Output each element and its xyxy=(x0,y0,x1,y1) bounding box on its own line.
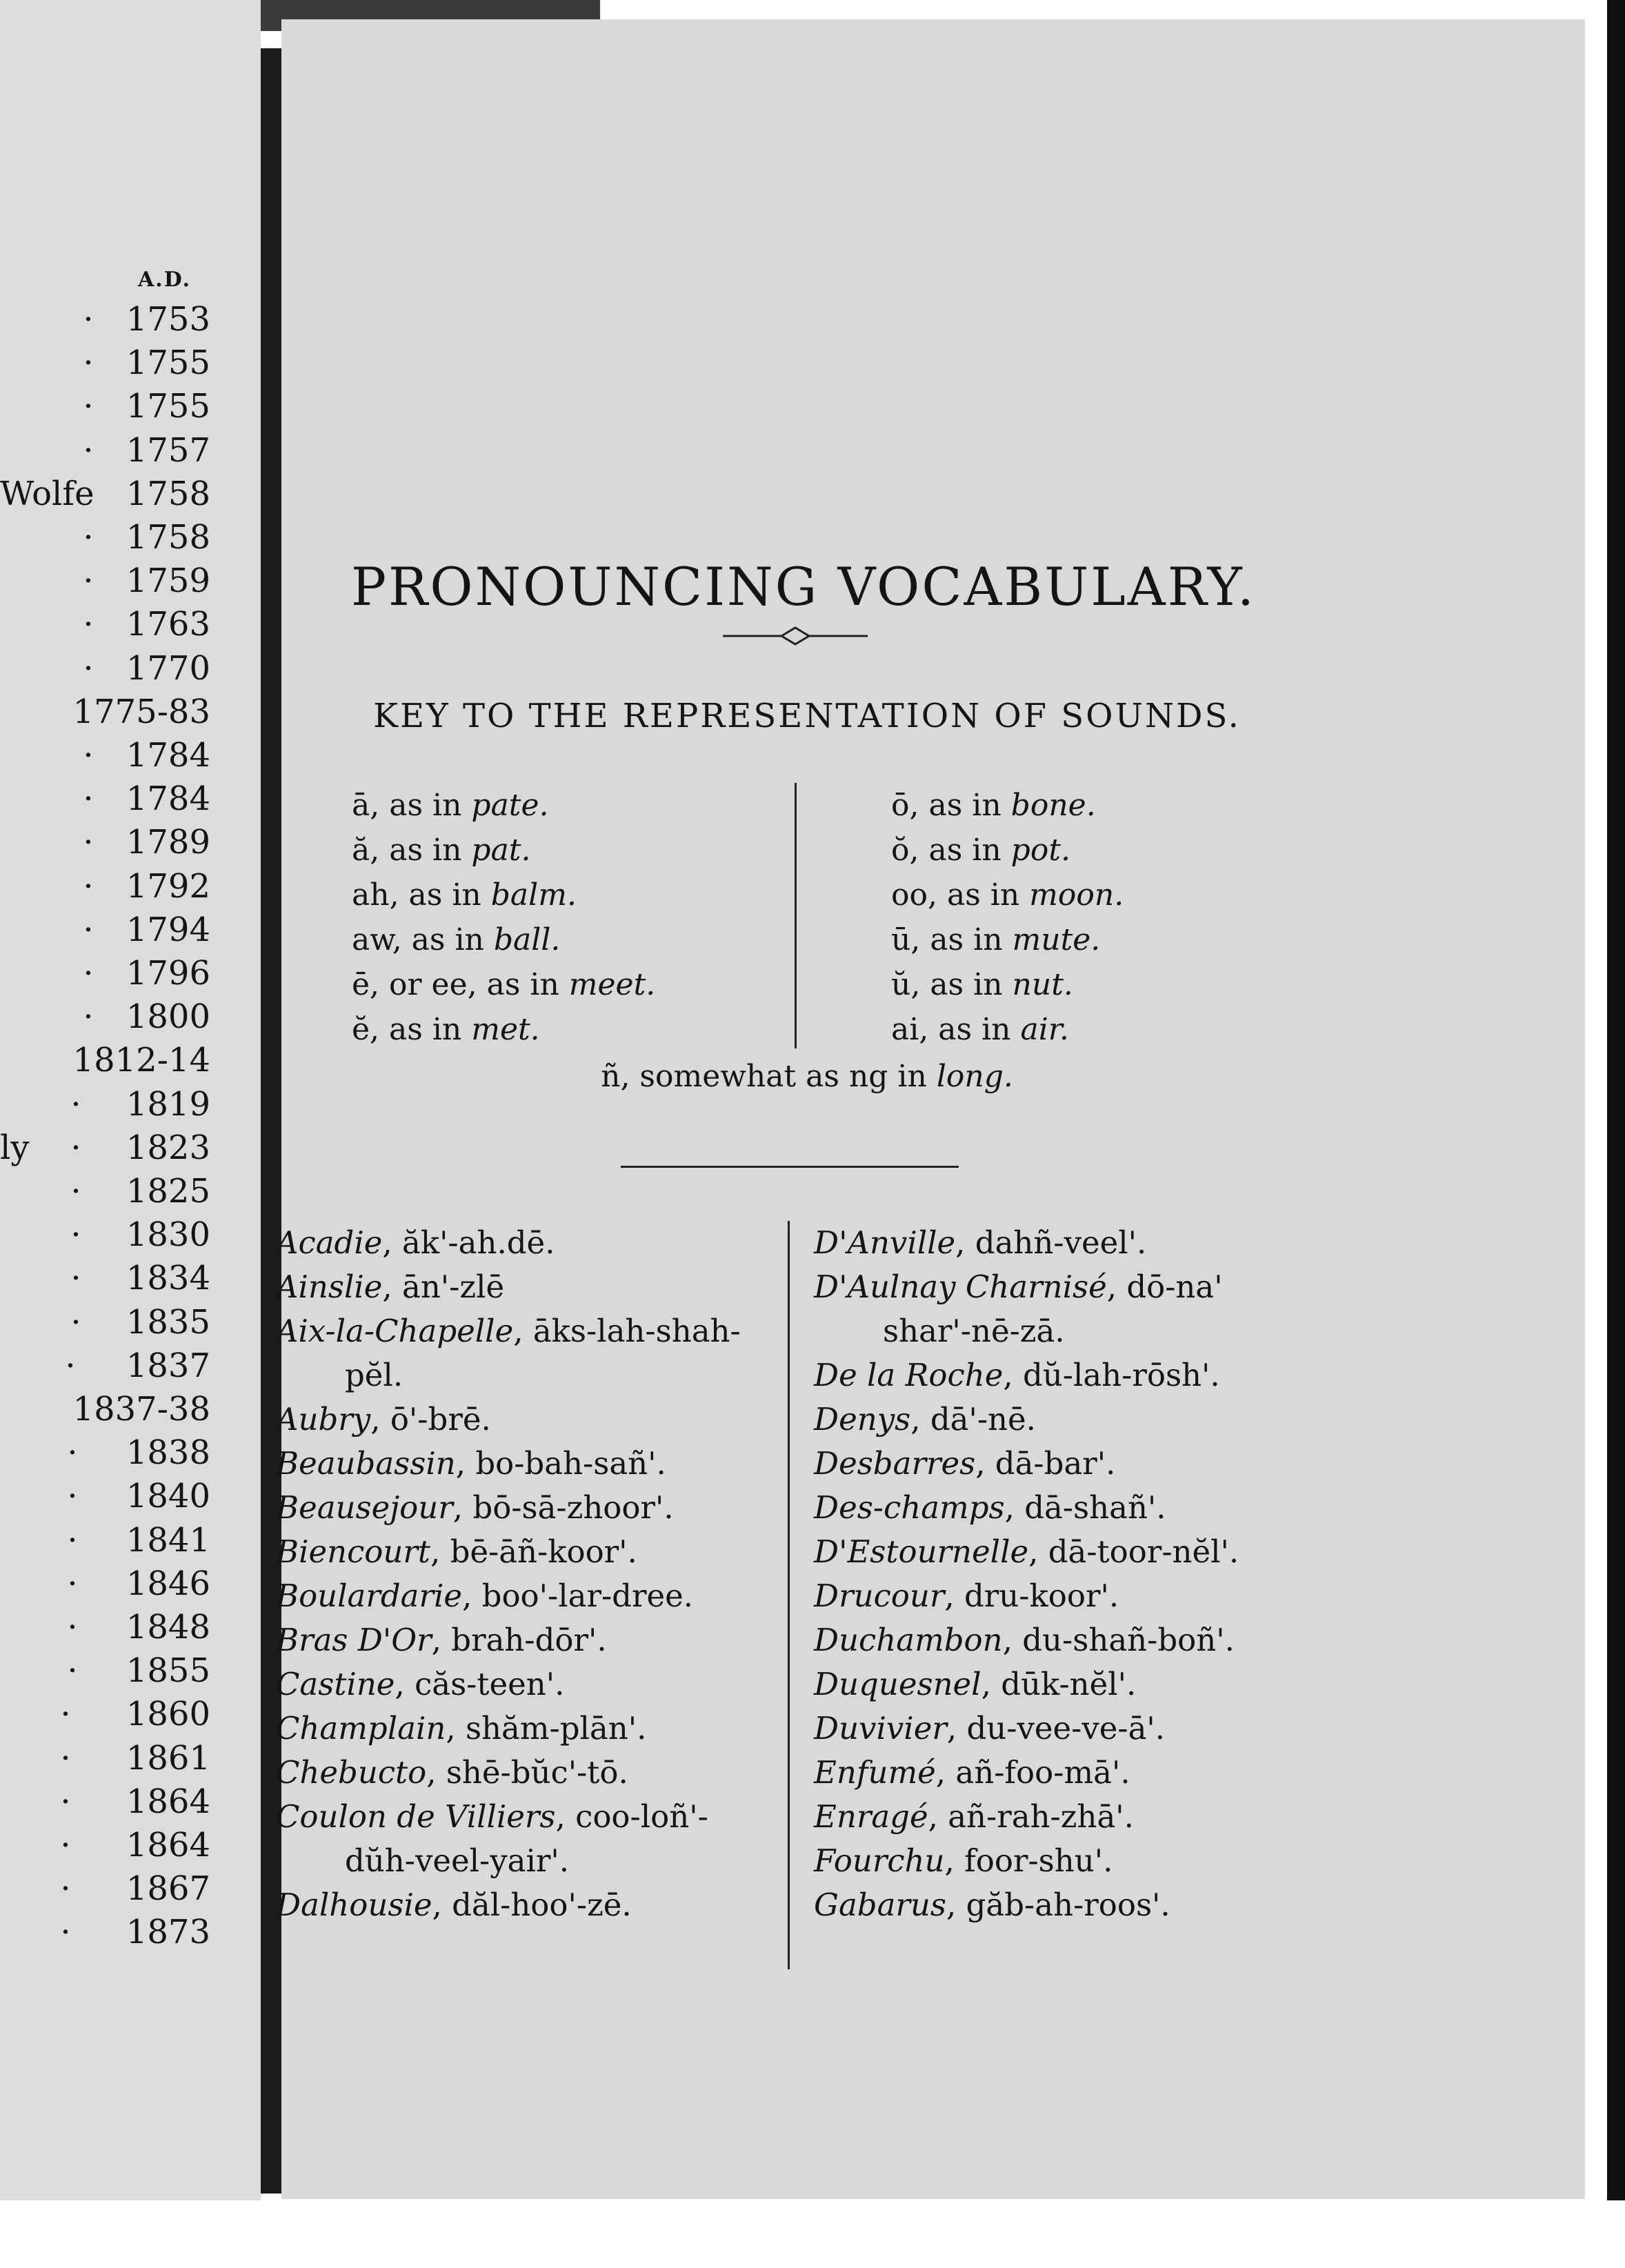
key-text: , as in xyxy=(370,788,472,823)
date-year: 1837 xyxy=(126,1346,210,1385)
leader-dot: · xyxy=(60,1738,71,1778)
key-text: , as in xyxy=(927,877,1030,913)
leader-dot: · xyxy=(67,1520,78,1560)
leader-dot: · xyxy=(83,736,94,775)
vocab-entry xyxy=(276,1309,772,1397)
date-row xyxy=(0,865,210,908)
date-row xyxy=(0,821,210,864)
date-row xyxy=(0,1301,210,1344)
vocab-separator: , xyxy=(555,1798,576,1835)
vocab-entry xyxy=(814,1486,1310,1530)
vocab-separator: , xyxy=(944,1842,965,1879)
vocab-pronunciation: añ-rah-zhā'. xyxy=(948,1798,1134,1835)
date-row xyxy=(0,1344,210,1387)
vocab-term: Enfumé xyxy=(814,1754,936,1791)
leader-dot: · xyxy=(70,1259,81,1298)
vocab-separator: , xyxy=(455,1445,476,1482)
vocab-separator: , xyxy=(975,1445,995,1482)
leader-dot: · xyxy=(60,1913,71,1952)
date-row xyxy=(0,341,210,384)
date-row xyxy=(0,298,210,341)
vocab-pronunciation: găb-ah-roos'. xyxy=(966,1887,1170,1923)
vocab-term: Duquesnel xyxy=(814,1666,981,1702)
date-year: 1758 xyxy=(126,474,210,513)
date-row xyxy=(0,603,210,646)
vocab-entry xyxy=(276,1486,772,1530)
leader-dot: · xyxy=(83,779,94,819)
vocab-entry xyxy=(276,1265,772,1309)
key-item xyxy=(352,917,655,962)
date-row xyxy=(0,1519,210,1562)
vocab-separator: , xyxy=(382,1269,402,1305)
vocab-separator: , xyxy=(446,1710,466,1747)
key-sound: ō xyxy=(891,788,910,823)
vocab-entry xyxy=(276,1662,772,1707)
key-note-sound: ñ xyxy=(601,1059,621,1094)
key-text: , or ee, as in xyxy=(370,967,569,1002)
leader-dot: · xyxy=(83,518,94,557)
vocab-pronunciation: brah-dōr'. xyxy=(451,1622,607,1658)
vocab-pronunciation: căs-teen'. xyxy=(415,1666,565,1702)
leader-dot: · xyxy=(70,1215,81,1255)
key-text: , as in xyxy=(909,833,1011,868)
date-year: 1835 xyxy=(126,1302,210,1342)
leader-dot: · xyxy=(83,387,94,426)
leader-dot: · xyxy=(70,1172,81,1211)
key-text: , as in xyxy=(919,1012,1021,1047)
key-sound: ŭ xyxy=(891,967,911,1002)
vocab-term: Beausejour xyxy=(276,1489,453,1526)
key-word: balm. xyxy=(490,877,577,913)
vocab-separator: , xyxy=(946,1887,966,1923)
key-sound: ū xyxy=(891,922,911,957)
leader-dot: · xyxy=(83,561,94,601)
vocab-pronunciation: bo-bah-sañ'. xyxy=(475,1445,666,1482)
vocab-pronunciation: dā-shañ'. xyxy=(1024,1489,1166,1526)
page-title: PRONOUNCING VOCABULARY. xyxy=(350,555,1257,617)
vocab-separator: , xyxy=(431,1622,452,1658)
date-year: 1860 xyxy=(126,1695,210,1734)
vocab-pronunciation: ăk'-ah.dē. xyxy=(401,1224,555,1261)
date-row xyxy=(0,1475,210,1518)
leader-dot: · xyxy=(70,1128,81,1167)
vocab-separator: , xyxy=(430,1533,450,1570)
vocab-separator: , xyxy=(1028,1533,1048,1570)
leader-dot: · xyxy=(67,1564,78,1603)
key-text: , as in xyxy=(910,922,1013,957)
leader-dot: · xyxy=(83,910,94,949)
date-row xyxy=(0,952,210,995)
vocab-pronunciation: boo'-lar-dree. xyxy=(481,1578,694,1614)
key-right-column xyxy=(891,783,1124,1052)
date-row xyxy=(0,777,210,820)
vocab-right-column xyxy=(814,1221,1310,1927)
key-text: , as in xyxy=(370,833,472,868)
vocab-entry xyxy=(276,1751,772,1795)
vocab-entry xyxy=(814,1397,1310,1442)
key-item xyxy=(352,828,655,873)
key-sound: ah xyxy=(352,877,390,913)
key-word: mute. xyxy=(1012,922,1101,957)
date-row xyxy=(0,647,210,690)
date-year: 1753 xyxy=(126,300,210,339)
key-item xyxy=(891,962,1124,1007)
key-item xyxy=(352,873,655,917)
key-word: nut. xyxy=(1012,967,1073,1002)
vocab-pronunciation: du-shañ-boñ'. xyxy=(1022,1622,1235,1658)
date-row xyxy=(0,385,210,428)
date-row xyxy=(0,734,210,777)
vocab-entry xyxy=(276,1397,772,1442)
leader-dot: · xyxy=(83,430,94,470)
vocab-entry xyxy=(814,1574,1310,1618)
vocab-pronunciation: dŭ-lah-rōsh'. xyxy=(1022,1357,1220,1393)
key-sound: aw xyxy=(352,922,392,957)
date-year: 1757 xyxy=(126,430,210,470)
date-row xyxy=(0,1083,210,1126)
vocab-entry xyxy=(814,1751,1310,1795)
leader-dot: · xyxy=(83,954,94,993)
date-year: 1823 xyxy=(126,1128,210,1167)
vocab-entry xyxy=(814,1662,1310,1707)
vocab-entry xyxy=(276,1574,772,1618)
key-word: met. xyxy=(471,1012,540,1047)
vocab-divider xyxy=(788,1221,790,1969)
key-word: pot. xyxy=(1010,833,1070,868)
vocab-pronunciation: foor-shu'. xyxy=(964,1842,1113,1879)
date-row xyxy=(0,1824,210,1867)
vocab-separator: , xyxy=(513,1313,533,1349)
leader-dot: · xyxy=(83,300,94,339)
vocab-term: Fourchu xyxy=(814,1842,945,1879)
date-year: 1784 xyxy=(126,779,210,819)
date-row xyxy=(0,472,210,515)
vocab-entry xyxy=(276,1618,772,1662)
vocab-term: Coulon de Villiers xyxy=(276,1798,556,1835)
date-row xyxy=(0,1388,210,1431)
vocab-term: Duchambon xyxy=(814,1622,1003,1658)
date-year: 1848 xyxy=(126,1608,210,1647)
vocab-separator: , xyxy=(1002,1622,1023,1658)
leader-dot: · xyxy=(60,1869,71,1909)
vocab-term: Biencourt xyxy=(276,1533,430,1570)
vocab-pronunciation: dā-bar'. xyxy=(995,1445,1116,1482)
vocab-term: D'Aulnay Charnisé xyxy=(814,1269,1107,1305)
key-word: ball. xyxy=(493,922,561,957)
leader-dot: · xyxy=(83,997,94,1037)
date-year: 1838 xyxy=(126,1433,210,1473)
date-row xyxy=(0,1039,210,1082)
leader-dot: · xyxy=(67,1608,78,1647)
vocab-pronunciation: shē-bŭc'-tō. xyxy=(446,1754,628,1791)
vocab-term: Champlain xyxy=(276,1710,446,1747)
vocab-pronunciation: ān'-zlē xyxy=(402,1269,505,1305)
date-year: 1800 xyxy=(126,997,210,1037)
vocab-pronunciation: shăm-plān'. xyxy=(465,1710,647,1747)
leader-dot: · xyxy=(83,648,94,688)
key-item xyxy=(352,783,655,828)
vocab-term: Dalhousie xyxy=(276,1887,432,1923)
date-year: 1775-83 xyxy=(72,692,210,731)
vocab-pronunciation: coo-loñ'-dŭh-veel-yair'. xyxy=(345,1798,708,1879)
date-year: 1755 xyxy=(126,344,210,383)
leader-dot: · xyxy=(60,1826,71,1864)
date-year: 1834 xyxy=(126,1259,210,1298)
date-row xyxy=(0,429,210,472)
left-page xyxy=(0,0,261,2268)
vocab-pronunciation: dūk-nĕl'. xyxy=(1001,1666,1137,1702)
vocab-term: Bras D'Or xyxy=(276,1622,432,1658)
date-year: 1830 xyxy=(126,1215,210,1255)
vocab-entry xyxy=(814,1839,1310,1883)
key-note-word: long. xyxy=(936,1059,1013,1094)
vocab-entry xyxy=(814,1707,1310,1751)
date-row xyxy=(0,1562,210,1605)
key-sound: ē xyxy=(352,967,370,1002)
vocab-separator: , xyxy=(910,1401,930,1438)
vocab-entry xyxy=(814,1265,1310,1353)
key-text: , as in xyxy=(370,1012,472,1047)
key-item xyxy=(352,1007,655,1052)
date-row xyxy=(0,516,210,559)
era-label: A.D. xyxy=(138,268,192,292)
date-row xyxy=(0,908,210,951)
date-year: 1759 xyxy=(126,561,210,601)
date-year: 1855 xyxy=(126,1651,210,1691)
vocab-separator: , xyxy=(395,1666,415,1702)
vocab-entry xyxy=(276,1707,772,1751)
date-year: 1812-14 xyxy=(72,1041,210,1080)
vocab-separator: , xyxy=(370,1401,390,1438)
vocab-pronunciation: āks-lah-shah-pĕl. xyxy=(345,1313,741,1393)
vocab-separator: , xyxy=(432,1887,452,1923)
date-row xyxy=(0,1693,210,1735)
vocab-separator: , xyxy=(935,1754,956,1791)
vocab-term: Denys xyxy=(814,1401,911,1438)
key-item xyxy=(891,783,1124,828)
vocab-pronunciation: dăl-hoo'-zē. xyxy=(452,1887,632,1923)
vocab-entry xyxy=(276,1442,772,1486)
date-prefix: Wolfe xyxy=(0,474,94,513)
leader-dot: · xyxy=(83,866,94,906)
scan-bottom-margin xyxy=(0,2200,1625,2268)
date-year: 1755 xyxy=(126,387,210,426)
vocab-separator: , xyxy=(1003,1357,1023,1393)
date-row xyxy=(0,559,210,602)
vocab-term: Duvivier xyxy=(814,1710,947,1747)
date-row xyxy=(0,690,210,733)
title-ornament xyxy=(723,622,868,650)
key-note xyxy=(303,1059,1310,1094)
vocab-separator: , xyxy=(955,1224,975,1261)
key-text: , as in xyxy=(392,922,494,957)
date-year: 1794 xyxy=(126,910,210,949)
vocab-separator: , xyxy=(928,1798,948,1835)
vocab-entry xyxy=(814,1795,1310,1839)
date-year: 1770 xyxy=(126,648,210,688)
leader-dot: · xyxy=(60,1782,71,1821)
key-text: , as in xyxy=(389,877,491,913)
vocab-pronunciation: añ-foo-mā'. xyxy=(955,1754,1130,1791)
vocab-pronunciation: dā'-nē. xyxy=(930,1401,1036,1438)
date-row xyxy=(0,1126,210,1169)
vocab-pronunciation: ō'-brē. xyxy=(390,1401,491,1438)
date-year: 1819 xyxy=(126,1084,210,1124)
key-word: pat. xyxy=(471,833,531,868)
date-row xyxy=(0,1649,210,1692)
key-sound: ŏ xyxy=(891,833,910,868)
vocab-pronunciation: du-vee-ve-ā'. xyxy=(966,1710,1166,1747)
vocab-pronunciation: dru-koor'. xyxy=(964,1578,1119,1614)
key-text: , as in xyxy=(909,788,1011,823)
vocab-separator: , xyxy=(946,1710,967,1747)
vocab-pronunciation: bē-āñ-koor'. xyxy=(450,1533,637,1570)
vocab-separator: , xyxy=(426,1754,446,1791)
vocab-separator: , xyxy=(382,1224,402,1261)
vocab-pronunciation: dahñ-veel'. xyxy=(975,1224,1147,1261)
vocab-entry xyxy=(814,1883,1310,1927)
key-divider xyxy=(795,783,797,1048)
vocab-term: De la Roche xyxy=(814,1357,1004,1393)
leader-dot: · xyxy=(67,1433,78,1473)
date-year: 1763 xyxy=(126,605,210,644)
date-row xyxy=(0,1606,210,1649)
date-row xyxy=(0,1257,210,1300)
key-word: meet. xyxy=(568,967,656,1002)
date-year: 1846 xyxy=(126,1564,210,1603)
date-year: 1861 xyxy=(126,1738,210,1778)
key-word: pate. xyxy=(471,788,549,823)
date-row xyxy=(0,1431,210,1474)
key-sound: ă xyxy=(352,833,370,868)
date-year: 1837-38 xyxy=(72,1390,210,1429)
vocab-entry xyxy=(276,1883,772,1927)
key-sound: oo xyxy=(891,877,928,913)
vocab-left-column xyxy=(276,1221,772,1927)
date-row xyxy=(0,1737,210,1780)
date-year: 1864 xyxy=(126,1782,210,1821)
date-row xyxy=(0,1911,210,1953)
vocab-entry xyxy=(814,1530,1310,1574)
leader-dot: · xyxy=(83,605,94,644)
vocab-separator: , xyxy=(981,1666,1001,1702)
date-year: 1758 xyxy=(126,518,210,557)
key-left-column xyxy=(352,783,655,1052)
vocab-term: Des-champs xyxy=(814,1489,1005,1526)
vocab-entry xyxy=(814,1221,1310,1265)
leader-dot: · xyxy=(60,1695,71,1734)
vocab-term: Enragé xyxy=(814,1798,928,1835)
leader-dot: · xyxy=(83,344,94,383)
vocab-term: Gabarus xyxy=(814,1887,946,1923)
key-note-text: , somewhat as ng in xyxy=(620,1059,937,1094)
vocab-separator: , xyxy=(452,1489,473,1526)
vocab-term: Desbarres xyxy=(814,1445,976,1482)
vocab-separator: , xyxy=(1004,1489,1025,1526)
leader-dot: · xyxy=(70,1084,81,1124)
vocab-entry xyxy=(276,1795,772,1883)
key-item xyxy=(352,962,655,1007)
vocab-entry xyxy=(814,1442,1310,1486)
vocab-separator: , xyxy=(462,1578,482,1614)
date-year: 1864 xyxy=(126,1826,210,1864)
key-sound: ai xyxy=(891,1012,919,1047)
date-year: 1840 xyxy=(126,1477,210,1516)
vocab-term: D'Estournelle xyxy=(814,1533,1029,1570)
date-row xyxy=(0,1213,210,1256)
leader-dot: · xyxy=(70,1302,81,1342)
key-text: , as in xyxy=(910,967,1013,1002)
date-year: 1825 xyxy=(126,1172,210,1211)
vocab-term: Ainslie xyxy=(276,1269,383,1305)
vocab-entry xyxy=(814,1618,1310,1662)
vocab-pronunciation: bō-sā-zhoor'. xyxy=(472,1489,674,1526)
vocab-term: Acadie xyxy=(276,1224,383,1261)
date-year: 1792 xyxy=(126,866,210,906)
key-sound: ĕ xyxy=(352,1012,370,1047)
date-year: 1867 xyxy=(126,1869,210,1909)
leader-dot: · xyxy=(67,1477,78,1516)
vocab-term: Beaubassin xyxy=(276,1445,456,1482)
key-sound: ā xyxy=(352,788,370,823)
vocab-pronunciation: dō-na' shar'-nē-zā. xyxy=(883,1269,1223,1349)
leader-dot: · xyxy=(83,823,94,862)
date-year: 1796 xyxy=(126,954,210,993)
vocab-term: Aix-la-Chapelle xyxy=(276,1313,514,1349)
key-item xyxy=(891,873,1124,917)
vocab-entry xyxy=(814,1353,1310,1397)
key-item xyxy=(891,917,1124,962)
date-year: 1784 xyxy=(126,736,210,775)
date-year: 1789 xyxy=(126,823,210,862)
vocab-pronunciation: dā-toor-nĕl'. xyxy=(1048,1533,1239,1570)
date-prefix: ly xyxy=(0,1128,30,1167)
leader-dot: · xyxy=(65,1346,76,1385)
vocab-term: Aubry xyxy=(276,1401,371,1438)
vocab-entry xyxy=(276,1221,772,1265)
key-word: bone. xyxy=(1010,788,1096,823)
key-word: air. xyxy=(1020,1012,1069,1047)
date-row xyxy=(0,1170,210,1213)
vocab-term: Chebucto xyxy=(276,1754,427,1791)
key-item xyxy=(891,828,1124,873)
vocab-entry xyxy=(276,1530,772,1574)
date-row xyxy=(0,995,210,1038)
date-row xyxy=(0,1780,210,1823)
key-item xyxy=(891,1007,1124,1052)
section-rule xyxy=(621,1166,959,1168)
vocab-term: D'Anville xyxy=(814,1224,956,1261)
key-heading: KEY TO THE REPRESENTATION OF SOUNDS. xyxy=(373,697,1241,735)
date-year: 1841 xyxy=(126,1520,210,1560)
scan-right-edge xyxy=(1607,0,1625,2268)
leader-dot: · xyxy=(67,1651,78,1691)
date-year: 1873 xyxy=(126,1913,210,1952)
vocab-separator: , xyxy=(944,1578,964,1614)
vocab-term: Castine xyxy=(276,1666,395,1702)
vocab-term: Boulardarie xyxy=(276,1578,463,1614)
vocab-term: Drucour xyxy=(814,1578,945,1614)
vocab-separator: , xyxy=(1106,1269,1127,1305)
key-word: moon. xyxy=(1029,877,1124,913)
date-row xyxy=(0,1867,210,1910)
